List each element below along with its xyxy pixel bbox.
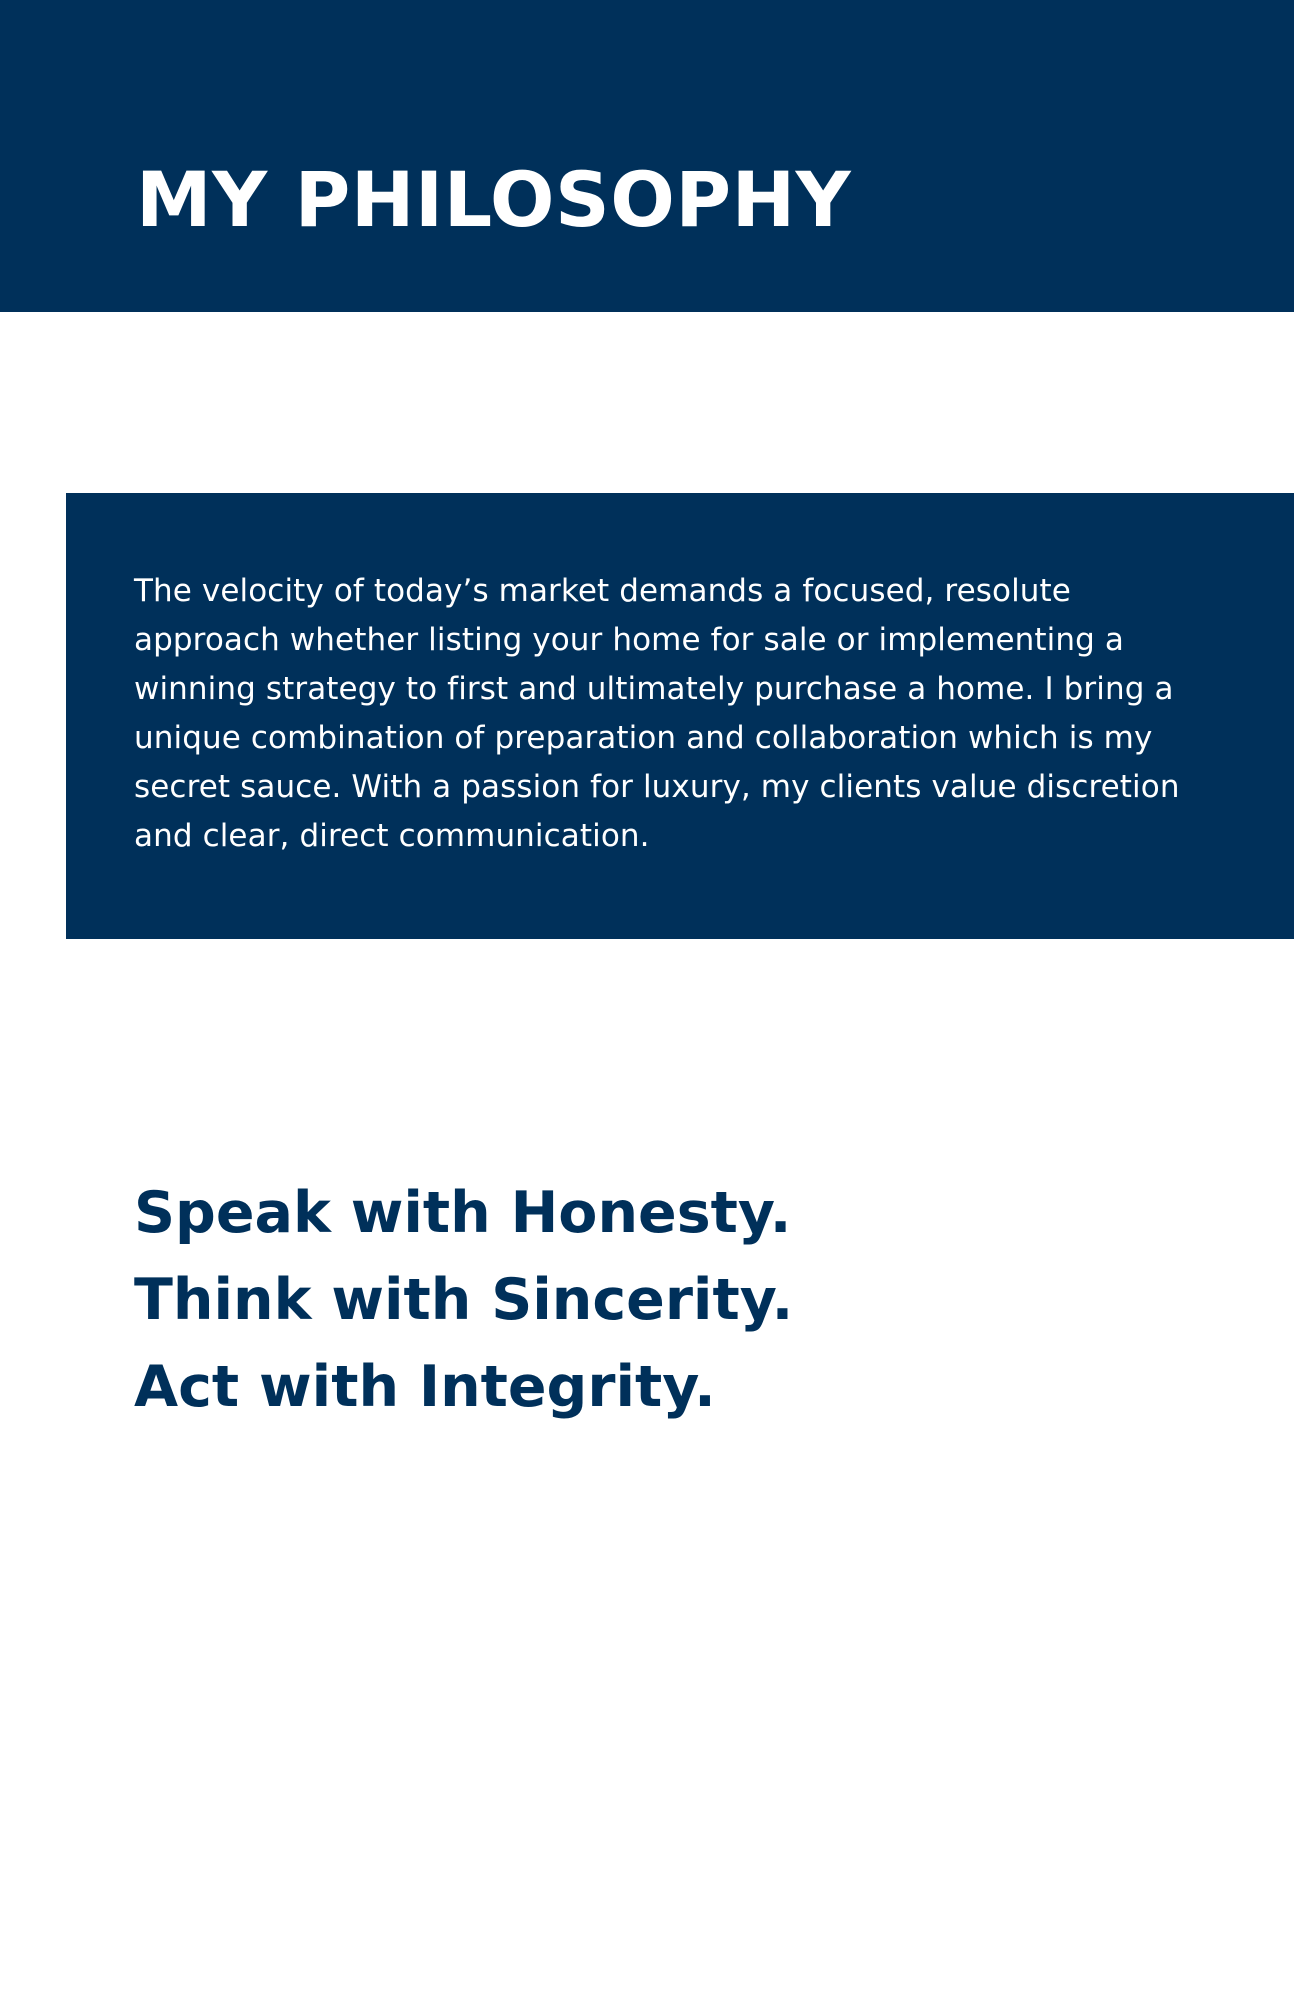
header-band bbox=[0, 0, 1294, 312]
motto-line-integrity: Act with Integrity. bbox=[134, 1354, 716, 1420]
motto-line-honesty: Speak with Honesty. bbox=[134, 1180, 792, 1246]
page-title: MY PHILOSOPHY bbox=[136, 155, 852, 244]
philosophy-panel bbox=[66, 493, 1294, 939]
motto-line-sincerity: Think with Sincerity. bbox=[134, 1267, 794, 1333]
philosophy-paragraph: The velocity of today’s market demands a focused, resolute approach whether listing your home for sale or implementing a winning strategy to first and ultimately purchase a home. I bring a unique combination of preparation and collaboration which is my secret sauce. With a passion for luxury, my clients value discretion and clear, direct communication. bbox=[134, 573, 1180, 854]
motto-block bbox=[134, 1170, 1134, 1431]
